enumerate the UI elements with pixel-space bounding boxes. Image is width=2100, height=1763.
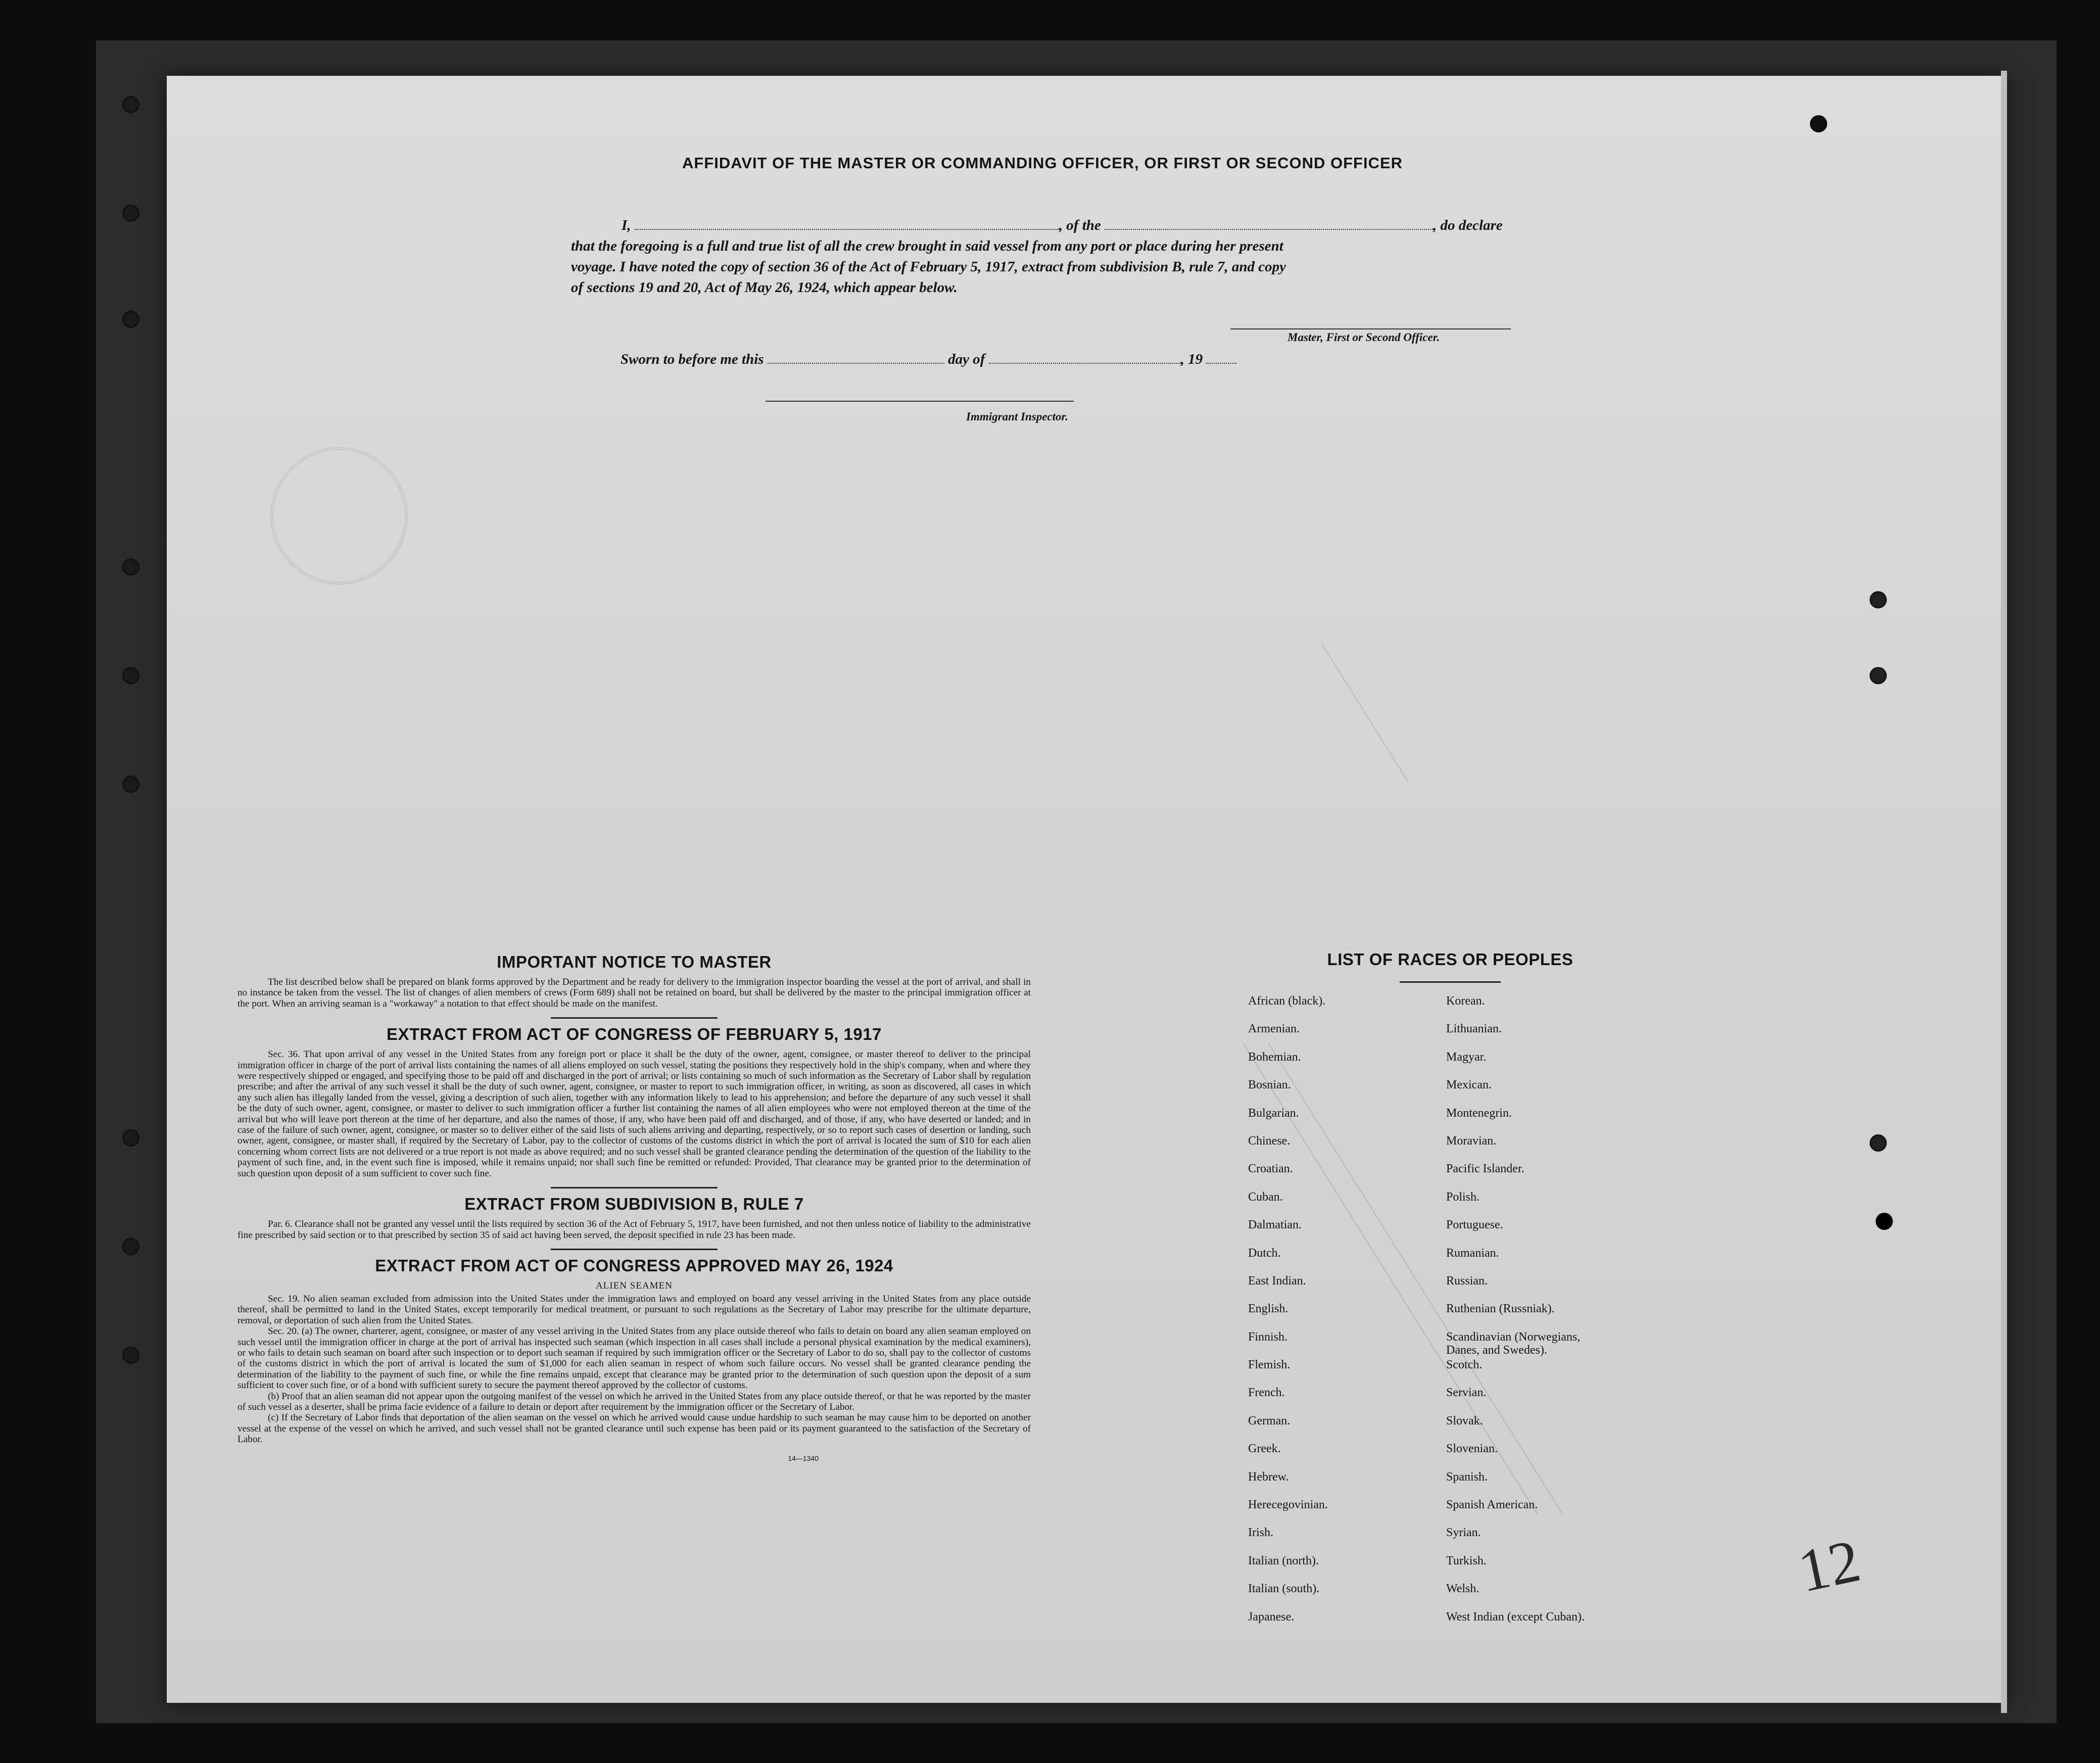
master-signature-label: Master, First or Second Officer. <box>1287 331 1440 344</box>
races-left-column <box>1248 994 1481 1638</box>
race-item: English. <box>1248 1302 1288 1316</box>
act-1924-section-19: Sec. 19. No alien seaman excluded from admission into the United States under the immigration laws and employed on board any vessel arriving in the United States from any place outside thereof, shall be permitted to land in the United States, except temporarily for medical treatment, or pursuant to such regulations as the Secretary of Labor may prescribe for the ultimate departure, removal, or deportation of such alien from the United States. <box>237 1293 1031 1326</box>
race-item: Spanish. <box>1446 1470 1488 1484</box>
binder-hole <box>122 1347 139 1364</box>
affidavit-declaration-line <box>622 217 1503 234</box>
race-item: Croatian. <box>1248 1162 1293 1176</box>
race-item: Italian (north). <box>1248 1554 1319 1567</box>
act-1917-title: EXTRACT FROM ACT OF CONGRESS OF FEBRUARY 5, 1917 <box>387 1025 882 1044</box>
race-item: Slovenian. <box>1446 1442 1498 1456</box>
notice-title: IMPORTANT NOTICE TO MASTER <box>497 952 772 971</box>
race-item: African (black). <box>1248 994 1326 1008</box>
section-divider <box>551 1017 718 1019</box>
vessel-name-blank[interactable] <box>1105 228 1433 230</box>
handwritten-margin-mark: 12 <box>1792 1526 1866 1605</box>
binder-hole <box>1870 1134 1887 1152</box>
race-item: Magyar. <box>1446 1050 1487 1064</box>
races-right-column <box>1446 994 1679 1638</box>
race-item: Pacific Islander. <box>1446 1162 1524 1176</box>
race-item: Scandinavian (Norwegians, Danes, and Swedes). <box>1446 1330 1581 1357</box>
sworn-label: Sworn to before me this <box>621 351 764 367</box>
binder-hole <box>1870 591 1887 608</box>
master-name-blank[interactable] <box>635 228 1059 230</box>
day-of-label: day of <box>948 351 985 367</box>
race-item: Montenegrin. <box>1446 1106 1512 1120</box>
race-item: Rumanian. <box>1446 1246 1499 1260</box>
section-divider <box>551 1187 718 1188</box>
race-item: Herecegovinian. <box>1248 1498 1328 1512</box>
race-item: Slovak. <box>1446 1414 1483 1427</box>
sworn-year-blank[interactable] <box>1206 362 1236 364</box>
act-1924-section-20c: (c) If the Secretary of Labor finds that deportation of the alien seaman on the vessel on which he arrived would cause undue hardship to such seaman he may cause him to be deported on another vessel at the expense of the vessel on which he arrived, and such vessel shall not be granted clearance until such expense has been paid or its payment guaranteed to the satisfaction of the Secretary of Labor. <box>237 1412 1031 1445</box>
race-item: West Indian (except Cuban). <box>1446 1610 1585 1624</box>
sworn-month-blank[interactable] <box>989 362 1181 364</box>
act-1924-title: EXTRACT FROM ACT OF CONGRESS APPROVED MAY 26, 1924 <box>375 1256 893 1275</box>
race-item: Turkish. <box>1446 1554 1487 1567</box>
race-item: Finnish. <box>1248 1330 1288 1344</box>
master-signature-line[interactable] <box>1230 328 1511 329</box>
race-item: Spanish American. <box>1446 1498 1538 1512</box>
rule-7-title: EXTRACT FROM SUBDIVISION B, RULE 7 <box>464 1195 804 1214</box>
form-number: 14—1340 <box>788 1454 819 1462</box>
race-item: Japanese. <box>1248 1610 1295 1624</box>
bleed-through-seal <box>270 447 408 585</box>
race-item: Bulgarian. <box>1248 1106 1299 1120</box>
affidavit-of-the-label: , of the <box>1059 217 1101 233</box>
race-item: Welsh. <box>1446 1582 1479 1596</box>
binder-hole <box>122 311 139 328</box>
binder-hole <box>122 205 139 222</box>
race-item: Portuguese. <box>1446 1218 1503 1232</box>
race-item: German. <box>1248 1414 1291 1427</box>
race-item: Lithuanian. <box>1446 1022 1502 1036</box>
act-1924-section-20a: Sec. 20. (a) The owner, charterer, agent, consignee, or master of any vessel arriving in the United States from any place outside thereof who fails to detain on board any alien seaman employed on such vessel until the immigration officer in charge at the port of arrival has inspected such seaman (which inspection in all cases shall include a personal physical examination by the medical examiners), or who fails to detain such seaman on board after such inspection or to deport such seaman if required by such immigration officer or the Secretary of Labor to do so, shall pay to the collector of customs of the customs district in which the port of arrival is located the sum of $1,000 for each alien seaman in respect of whom such failure occurs. No vessel shall be granted clearance pending the determination of the liability to the payment of such fine, or while the fine remains unpaid, except that clearance may be granted prior to the determination of such question upon the deposit of a sum sufficient to cover such fine, or of a bond with sufficient surety to secure the payment thereof approved by the collector of customs. <box>237 1326 1031 1391</box>
race-item: Polish. <box>1446 1190 1480 1204</box>
affidavit-title: AFFIDAVIT OF THE MASTER OR COMMANDING OFFICER, OR FIRST OR SECOND OFFICER <box>682 154 1403 172</box>
affidavit-text-line-3: voyage. I have noted the copy of section 36 of the Act of February 5, 1917, extract from subdivision B, rule 7, and copy <box>571 259 1286 275</box>
race-item: Ruthenian (Russniak). <box>1446 1302 1555 1316</box>
affidavit-text-line-4: of sections 19 and 20, Act of May 26, 1924, which appear below. <box>571 279 958 296</box>
inspector-signature-label: Immigrant Inspector. <box>966 410 1068 423</box>
rule-7-paragraph-6: Par. 6. Clearance shall not be granted any vessel until the lists required by section 36 of the Act of February 5, 1917, have been furnished, and not then unless notice of liability to the administrative fine prescribed by said section or to that prescribed by section 35 of said act having been served, the deposit specified in rule 23 has been made. <box>237 1219 1031 1241</box>
race-item: Russian. <box>1446 1274 1488 1288</box>
race-item: Italian (south). <box>1248 1582 1320 1596</box>
affidavit-text-line-2: that the foregoing is a full and true list of all the crew brought in said vessel from any port or place during her present <box>571 238 1283 254</box>
legal-notices-column <box>237 952 1031 1462</box>
race-item: Chinese. <box>1248 1134 1291 1148</box>
binder-hole <box>122 558 139 576</box>
binder-hole <box>1810 115 1827 132</box>
alien-seamen-subtitle: ALIEN SEAMEN <box>596 1280 673 1291</box>
inspector-signature-line[interactable] <box>766 401 1074 402</box>
race-item: Syrian. <box>1446 1526 1481 1540</box>
act-1917-section-36: Sec. 36. That upon arrival of any vessel in the United States from any foreign port or place it shall be the duty of the owner, agent, consignee, or master thereof to deliver to the principal immigration officer in charge of the port of arrival lists containing the names of all aliens employed on such vessel, stating the positions they respectively hold in the ship's company, when and where they were respectively shipped or engaged, and specifying those to be paid off and discharged in the port of arrival; or lists containing so much of such information as the Secretary of Labor shall by regulation prescribe; and after the arrival of any such vessel it shall be the duty of such owner, agent, consignee, or master to report to such immigration officer, in writing, as soon as discovered, all cases in which any such alien has illegally landed from the vessel, giving a description of such alien, together with any information likely to lead to his apprehension; and before the departure of any such vessel it shall be the duty of such owner, agent, consignee, or master to deliver to such immigration officer a further list containing the names of all alien employees who were not employed thereon at the time of the arrival but who will leave port thereon at the time of her departure, and also the names of those, if any, who have been paid off and discharged, and of those, if any, who have deserted or landed; and in case of the failure of such owner, agent, consignee, or master so to deliver either of the said lists of such aliens arriving and departing, respectively, or so to report such cases of desertion or landing, such owner, agent, consignee, or master shall, if required by the Secretary of Labor, pay to the collector of customs of the customs district in which the port of arrival is located the sum of $10 for each alien concerning whom correct lists are not delivered or a true report is not made as above required; and no such vessel shall be granted clearance pending the determination of the question of the liability to the payment of such fine, and, in the event such fine is imposed, while it remains unpaid; nor shall such fine be remitted or refunded: Provided, That clearance may be granted prior to the determination of such question upon deposit of a sum sufficient to cover such fine. <box>237 1049 1031 1179</box>
binder-hole <box>1876 1213 1893 1230</box>
race-item: Bohemian. <box>1248 1050 1301 1064</box>
race-item: Servian. <box>1446 1386 1487 1400</box>
section-divider <box>551 1249 718 1250</box>
races-title: LIST OF RACES OR PEOPLES <box>1327 950 1573 969</box>
race-item: Flemish. <box>1248 1358 1291 1372</box>
race-item: Scotch. <box>1446 1358 1483 1372</box>
race-item: French. <box>1248 1386 1285 1400</box>
race-item: Irish. <box>1248 1526 1273 1540</box>
binder-hole <box>1870 667 1887 684</box>
binder-hole <box>122 1129 139 1147</box>
race-item: Hebrew. <box>1248 1470 1289 1484</box>
binder-hole <box>122 96 139 113</box>
binder-hole <box>122 667 139 684</box>
races-divider <box>1400 981 1501 983</box>
notice-text: The list described below shall be prepared on blank forms approved by the Department and be ready for delivery to the immigration inspector boarding the vessel at the port of arrival, and shall in no instance be taken from the vessel. The list of changes of alien members of crews (Form 689) shall not be retained on board, but shall be delivered by the master to the principal immigration officer at the port. When an arriving seaman is a "workaway" a notation to that effect should be made on the manifest. <box>237 977 1031 1009</box>
affidavit-i-label: I, <box>622 217 631 233</box>
race-item: Mexican. <box>1446 1078 1492 1092</box>
race-item: Korean. <box>1446 994 1485 1008</box>
sworn-line <box>621 351 1236 368</box>
year-prefix-label: , 19 <box>1180 351 1203 367</box>
affidavit-do-declare-label: , do declare <box>1433 217 1503 233</box>
race-item: Bosnian. <box>1248 1078 1291 1092</box>
binder-hole <box>122 776 139 793</box>
race-item: Armenian. <box>1248 1022 1300 1036</box>
sworn-day-blank[interactable] <box>768 362 944 364</box>
race-item: East Indian. <box>1248 1274 1306 1288</box>
binder-hole <box>122 1238 139 1255</box>
act-1924-section-20b: (b) Proof that an alien seaman did not appear upon the outgoing manifest of the vessel on which he arrived in the United States from any place outside thereof, or that he was reported by the master of such vessel as a deserter, shall be prima facie evidence of a failure to detain or deport after requirement by the immigration officer or the Secretary of Labor. <box>237 1391 1031 1412</box>
page-edge <box>2001 71 2007 1713</box>
race-item: Greek. <box>1248 1442 1281 1456</box>
race-item: Dalmatian. <box>1248 1218 1302 1232</box>
race-item: Dutch. <box>1248 1246 1281 1260</box>
race-item: Cuban. <box>1248 1190 1283 1204</box>
race-item: Moravian. <box>1446 1134 1497 1148</box>
